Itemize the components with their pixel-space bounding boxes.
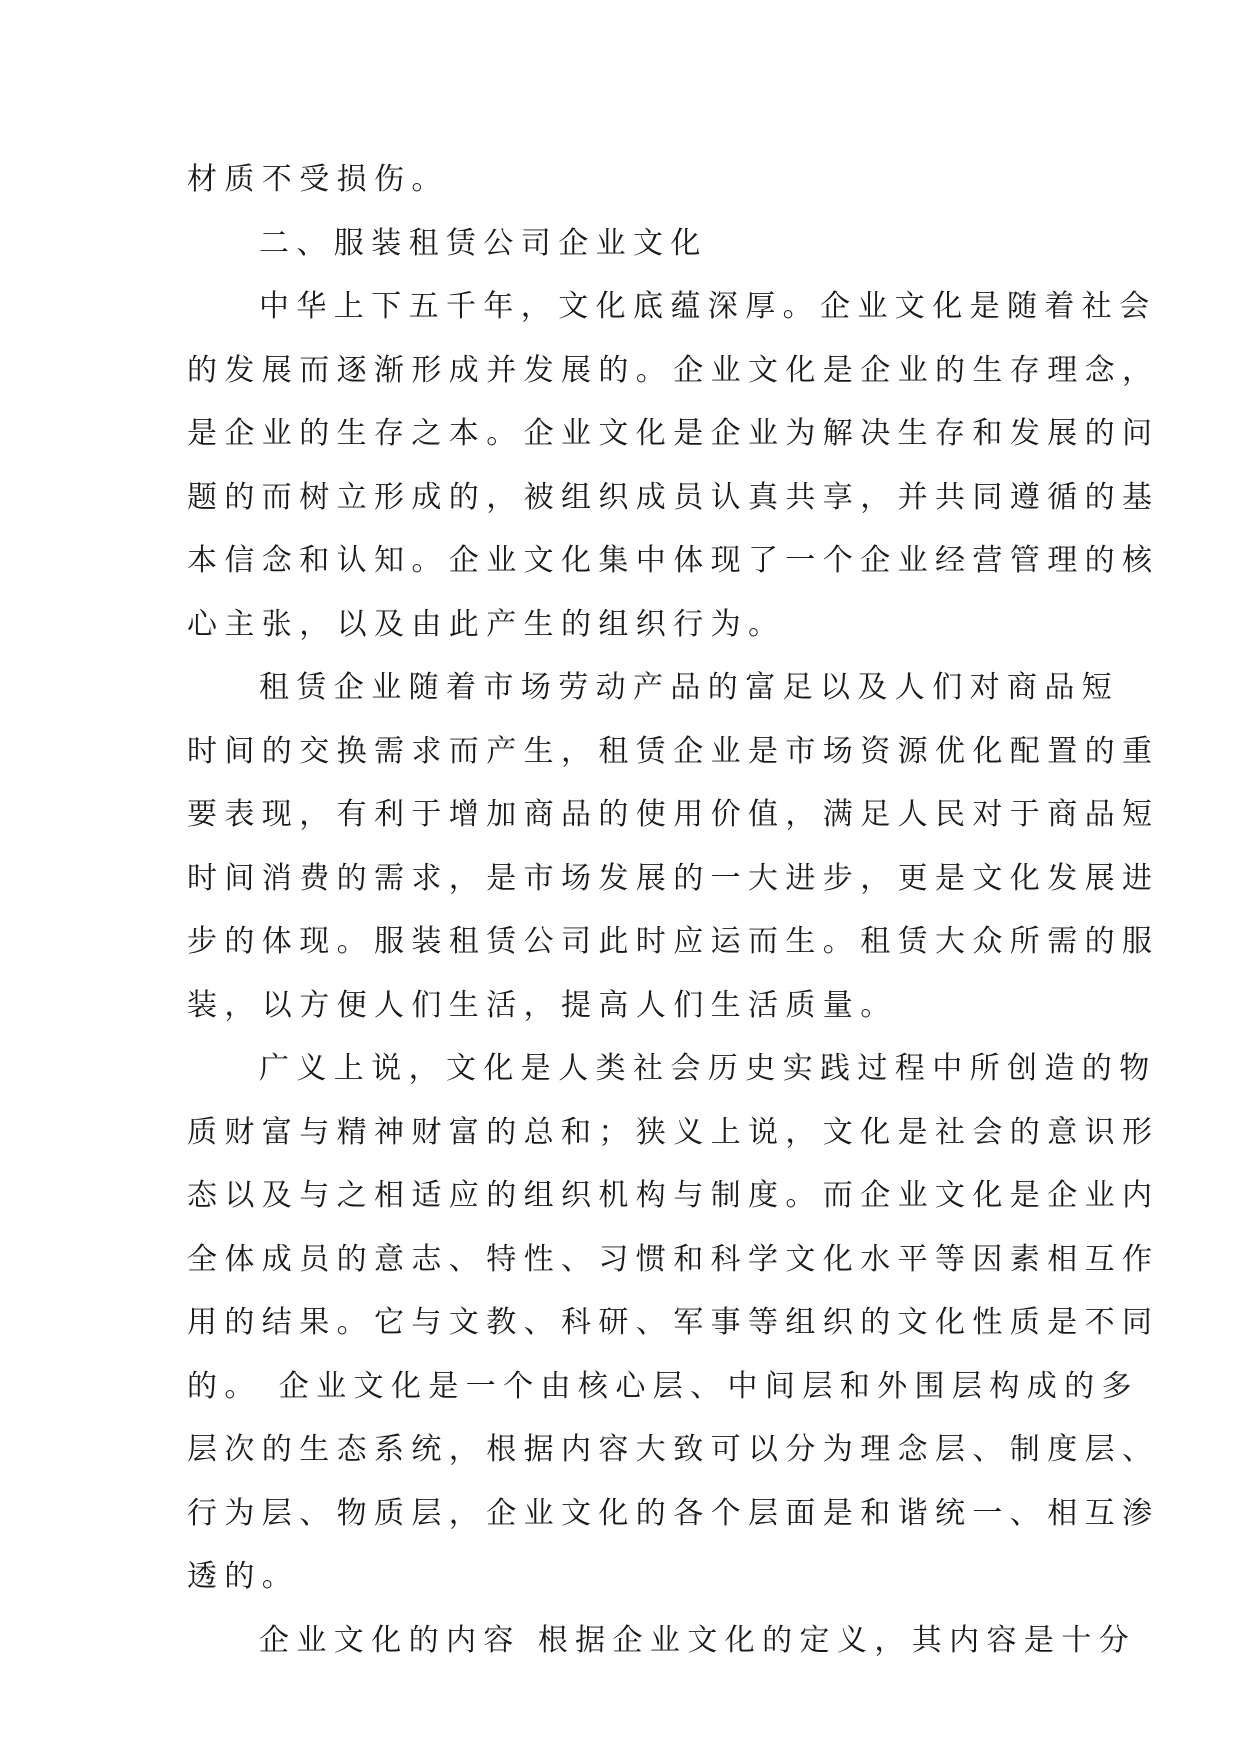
- text-line: 用的结果。它与文教、科研、军事等组织的文化性质是不同: [187, 1305, 1160, 1340]
- text-line: 本信念和认知。企业文化集中体现了一个企业经营管理的核: [187, 543, 1160, 578]
- text-line: 行为层、物质层，企业文化的各个层面是和谐统一、相互渗: [187, 1495, 1160, 1531]
- text-line: 步的体现。服装租赁公司此时应运而生。租赁大众所需的服: [187, 924, 1160, 959]
- text-line: 租赁企业随着市场劳动产品的富足以及人们对商品短: [259, 670, 1120, 705]
- text-line: 材质不受损伤。: [187, 162, 449, 197]
- text-line: 题的而树立形成的，被组织成员认真共享，并共同遵循的基: [187, 479, 1160, 515]
- text-line: 广义上说，文化是人类社会历史实践过程中所创造的物: [259, 1051, 1157, 1086]
- text-line: 心主张，以及由此产生的组织行为。: [187, 606, 786, 642]
- text-line: 的发展而逐渐形成并发展的。企业文化是企业的生存理念，: [187, 352, 1160, 388]
- text-line: 态以及与之相适应的组织机构与制度。而企业文化是企业内: [187, 1178, 1160, 1213]
- text-line: 装，以方便人们生活，提高人们生活质量。: [187, 987, 898, 1023]
- text-line: 的。 企业文化是一个由核心层、中间层和外围层构成的多: [187, 1368, 1139, 1404]
- document-body-text: [187, 148, 1160, 1672]
- text-line: 企业文化的内容 根据企业文化的定义，其内容是十分: [259, 1622, 1137, 1658]
- text-line: 中华上下五千年，文化底蕴深厚。企业文化是随着社会: [259, 289, 1157, 324]
- text-line: 要表现，有利于增加商品的使用价值，满足人民对于商品短: [187, 797, 1160, 832]
- text-line: 二、服装租赁公司企业文化: [259, 225, 708, 261]
- text-line: 层次的生态系统，根据内容大致可以分为理念层、制度层、: [187, 1432, 1160, 1467]
- text-line: 透的。: [187, 1559, 300, 1594]
- text-line: 时间消费的需求，是市场发展的一大进步，更是文化发展进: [187, 860, 1160, 896]
- text-line: 全体成员的意志、特性、习惯和科学文化水平等因素相互作: [187, 1241, 1160, 1277]
- text-line: 质财富与精神财富的总和；狭义上说，文化是社会的意识形: [187, 1114, 1160, 1150]
- text-line: 是企业的生存之本。企业文化是企业为解决生存和发展的问: [187, 416, 1160, 451]
- text-line: 时间的交换需求而产生，租赁企业是市场资源优化配置的重: [187, 733, 1160, 769]
